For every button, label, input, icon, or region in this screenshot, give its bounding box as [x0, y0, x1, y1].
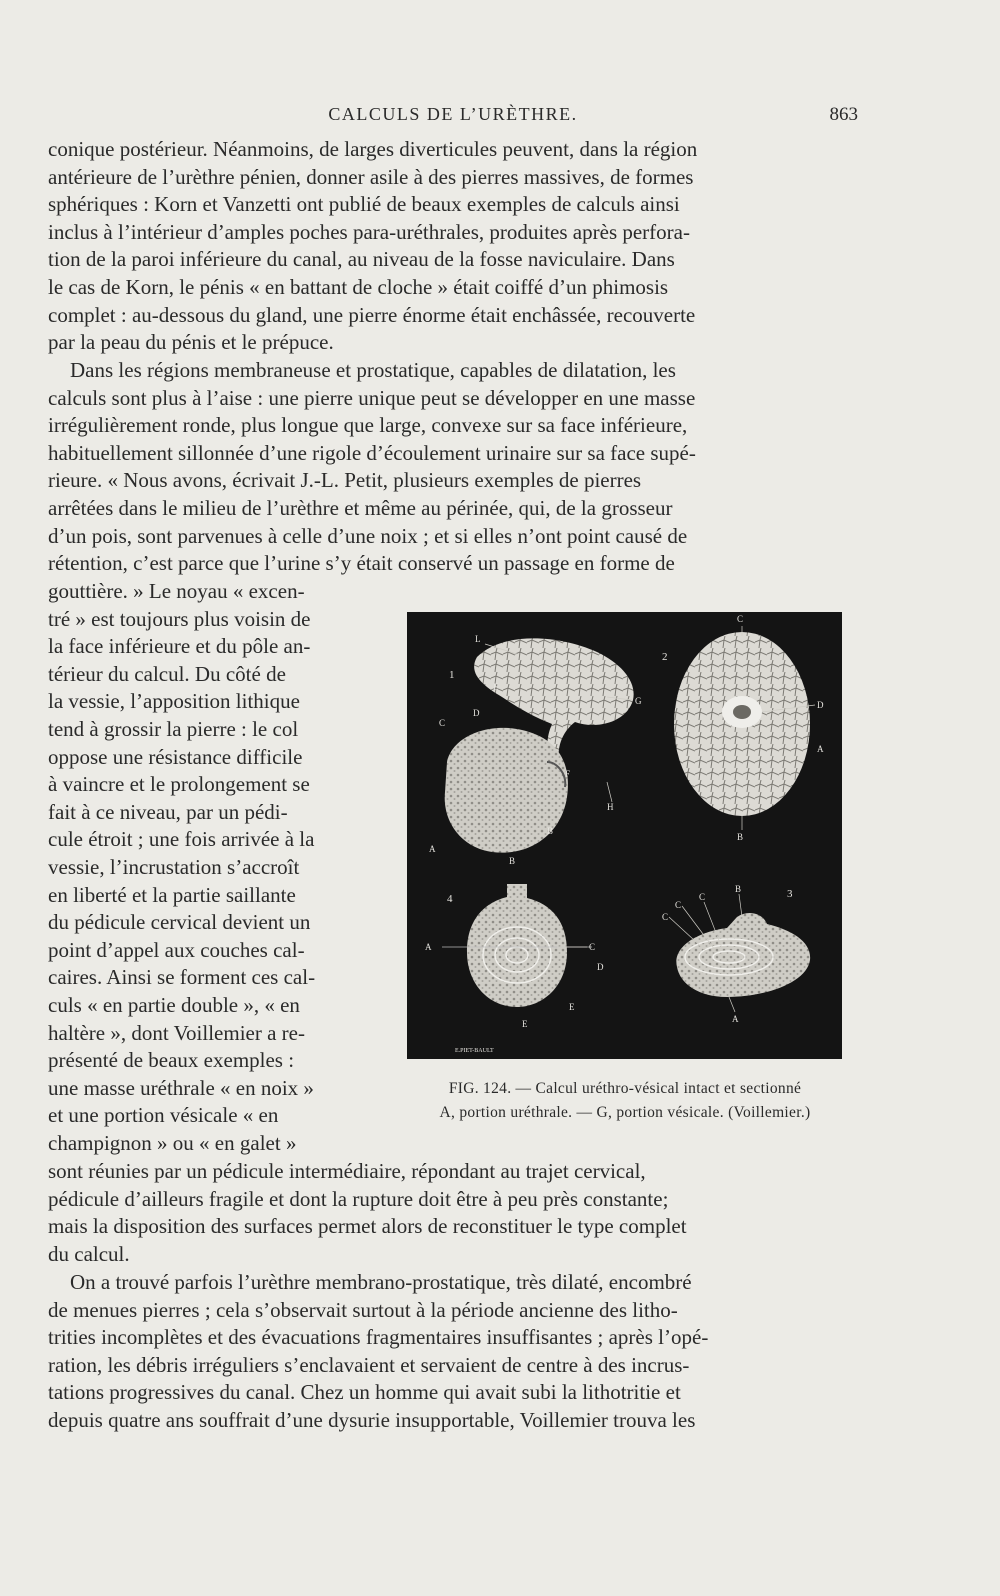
text-line: la face inférieure et du pôle an-	[48, 634, 311, 659]
text-line: d’un pois, sont parvenues à celle d’une noix ; et si elles n’ont point causé de	[48, 523, 688, 548]
text-line: en liberté et la partie saillante	[48, 882, 296, 907]
caption-line: FIG. 124. — Calcul uréthro-vésical intact et sectionné	[448, 1080, 802, 1097]
figure-letter: D	[597, 962, 604, 972]
text-line: culs « en partie double », « en	[48, 992, 300, 1017]
figure-letter: C	[662, 912, 669, 922]
panel-number: 1	[449, 669, 455, 681]
running-title: CALCULS DE L’URÈTHRE.	[328, 104, 578, 124]
panel-number: 3	[787, 888, 793, 900]
text-line: tion de la paroi inférieure du canal, au niveau de la fosse naviculaire. Dans	[48, 247, 675, 272]
figure-letter: F	[565, 769, 571, 779]
text-line: On a trouvé parfois l’urèthre membrano-prostatique, très dilaté, encombré	[70, 1270, 692, 1294]
text-line: du calcul.	[48, 1241, 130, 1266]
text-line: conique postérieur. Néanmoins, de larges diverticules peuvent, dans la région	[48, 137, 698, 161]
text-line: de menues pierres ; cela s’observait surtout à la période ancienne des litho-	[48, 1297, 678, 1322]
figure-letter: C	[737, 614, 744, 624]
figure-caption	[395, 1077, 855, 1125]
panel-4-section	[442, 884, 592, 1007]
text-line: inclus à l’intérieur d’amples poches para-uréthrales, produites après perfora-	[48, 219, 690, 244]
figure-letter: A	[425, 942, 432, 952]
text-line: complet : au-dessous du gland, une pierre énorme était enchâssée, recouverte	[48, 302, 696, 327]
text-line: par la peau du pénis et le prépuce.	[48, 330, 334, 355]
panel-number: 2	[662, 651, 668, 663]
caption-line: A, portion uréthrale. — G, portion vésicale. (Voillemier.)	[439, 1104, 811, 1121]
text-line: le cas de Korn, le pénis « en battant de cloche » était coiffé d’un phimosis	[48, 274, 669, 299]
text-line: du pédicule cervical devient un	[48, 910, 311, 935]
figure-124-engraving	[407, 612, 842, 1059]
figure-letter: B	[737, 832, 744, 842]
figure-letter: D	[817, 700, 824, 710]
text-line: irrégulièrement ronde, plus longue que large, convexe sur sa face inférieure,	[48, 413, 688, 438]
text-line: la vessie, l’apposition lithique	[48, 689, 300, 714]
text-line: rieure. « Nous avons, écrivait J.-L. Petit, plusieurs exemples de pierres	[48, 468, 642, 493]
figure-letter: C	[675, 900, 682, 910]
text-line: gouttière. » Le noyau « excen-	[48, 579, 305, 603]
figure-letter: C	[699, 892, 706, 902]
text-line: une masse uréthrale « en noix »	[48, 1075, 314, 1100]
figure-letter: E	[493, 682, 499, 692]
text-line: sphériques : Korn et Vanzetti ont publié de beaux exemples de calculs ainsi	[48, 192, 680, 217]
text-line: arrêtées dans le milieu de l’urèthre et même au périnée, qui, de la grosseur	[48, 495, 673, 520]
figure-letter: D	[473, 708, 480, 718]
figure-letter: C	[439, 718, 446, 728]
figure-letter: G	[635, 696, 642, 706]
text-line: calculs sont plus à l’aise : une pierre unique peut se développer en une masse	[48, 385, 696, 410]
page-number: 863	[829, 104, 858, 125]
text-line: habituellement sillonnée d’une rigole d’écoulement urinaire sur sa face supé-	[48, 440, 696, 465]
text-line: et une portion vésicale « en	[48, 1103, 279, 1128]
text-line: rétention, c’est parce que l’urine s’y était conservé un passage en forme de	[48, 551, 675, 576]
text-line: tré » est toujours plus voisin de	[48, 606, 311, 631]
text-line: cule étroit ; une fois arrivée à la	[48, 827, 315, 852]
figure-letter: B	[509, 856, 516, 866]
engraver-signature: E.PIET-BAULT	[455, 1048, 494, 1054]
paragraph-4	[48, 1269, 860, 1435]
text-line: tations progressives du canal. Chez un homme qui avait subi la lithotritie et	[48, 1380, 681, 1405]
text-line: vessie, l’incrustation s’accroît	[48, 854, 300, 879]
panel-number: 4	[447, 893, 453, 905]
paragraph-3-wrap	[48, 578, 384, 1157]
text-line: depuis quatre ans souffrait d’une dysurie insupportable, Voillemier trouva les	[48, 1407, 696, 1432]
figure-letter: A	[732, 1014, 739, 1024]
paragraph-3-full	[48, 1158, 860, 1268]
page-header	[48, 100, 858, 130]
text-line: tend à grossir la pierre : le col	[48, 716, 299, 741]
text-line: champignon » ou « en galet »	[48, 1130, 297, 1155]
text-line: pédicule d’ailleurs fragile et dont la rupture doit être à peu près constante;	[48, 1186, 669, 1211]
paragraph-1	[48, 136, 860, 357]
text-line: ration, les débris irréguliers s’enclavaient et servaient de centre à des incrus-	[48, 1352, 690, 1377]
figure-letter: E	[522, 1019, 528, 1029]
text-line: caires. Ainsi se forment ces cal-	[48, 965, 316, 990]
panel-2-round-calculus	[674, 632, 810, 816]
figure-letter: L	[475, 634, 481, 644]
figure-letter: C	[589, 942, 596, 952]
figure-letter: H	[607, 802, 614, 812]
text-line: oppose une résistance difficile	[48, 744, 303, 769]
text-line: Dans les régions membraneuse et prostatique, capables de dilatation, les	[70, 358, 676, 382]
calculus-illustration	[407, 612, 842, 1059]
figure-letter: B	[547, 826, 554, 836]
figure-letter: A	[817, 744, 824, 754]
text-line: mais la disposition des surfaces permet alors de reconstituer le type complet	[48, 1214, 687, 1239]
figure-letter: B	[735, 884, 742, 894]
paragraph-2	[48, 357, 860, 578]
figure-letter: A	[429, 844, 436, 854]
text-line: point d’appel aux couches cal-	[48, 937, 305, 962]
text-line: fait à ce niveau, par un pédi-	[48, 799, 288, 824]
text-line: haltère », dont Voillemier a re-	[48, 1020, 305, 1045]
panel-1-intact-calculus	[445, 638, 634, 852]
figure-letter: E	[569, 1002, 575, 1012]
text-line: sont réunies par un pédicule intermédiaire, répondant au trajet cervical,	[48, 1159, 646, 1183]
text-line: présenté de beaux exemples :	[48, 1048, 295, 1073]
text-line: à vaincre et le prolongement se	[48, 772, 310, 797]
text-line: trities incomplètes et des évacuations fragmentaires insuffisantes ; après l’opé-	[48, 1325, 709, 1350]
text-line: antérieure de l’urèthre pénien, donner asile à des pierres massives, de formes	[48, 164, 694, 189]
text-line: térieur du calcul. Du côté de	[48, 661, 286, 686]
